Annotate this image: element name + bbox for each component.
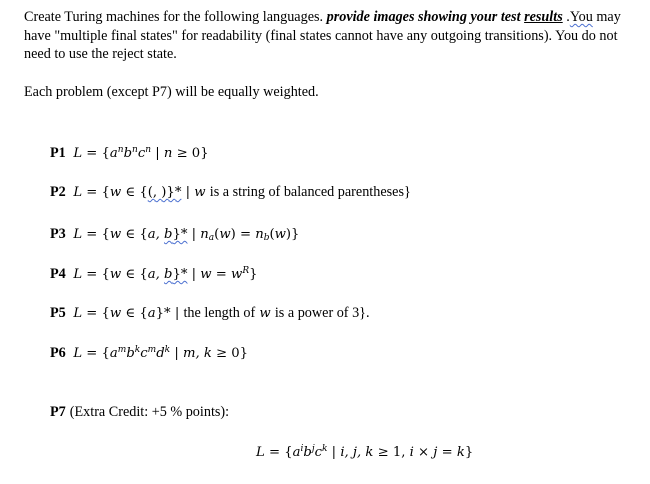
problem-label: P2 <box>50 184 66 200</box>
problem-label: P6 <box>50 345 66 361</box>
instructions-punct: . <box>562 9 570 25</box>
instructions-text-1: Create Turing machines for the following languages. <box>24 9 327 25</box>
instructions-you: You <box>569 9 593 25</box>
instructions-emphasis: provide images showing your test <box>326 9 525 25</box>
problem-text-2: is a power of 3}. <box>274 305 370 321</box>
instructions-paragraph <box>24 8 636 64</box>
p7-language-definition: $L = \{a^ib^jc^k$ | i, j, k ≥ 1, i × j = k} <box>256 444 474 460</box>
problem-label: P1 <box>50 145 66 161</box>
language-definition: L = {w ∈ {a, b}* | $n_a(w) = n_b(w)$} <box>73 227 300 243</box>
results-link[interactable]: results <box>524 9 563 25</box>
weighting-note: Each problem (except P7) will be equally weighted. <box>24 84 319 100</box>
language-definition: L = {w ∈ {(, )}* | w is a string of balanced parentheses} <box>73 184 411 200</box>
problem-text: is a string of balanced parentheses} <box>209 184 411 200</box>
problem-label: P4 <box>50 266 66 282</box>
language-definition: $L = \{a^nb^nc^n$ | n ≥ 0} <box>73 145 209 161</box>
problem-text: the length of <box>183 305 256 321</box>
problem-p6 <box>50 344 248 363</box>
language-definition: $L = \{a^mb^kc^md^k$ | m, k ≥ 0} <box>73 345 249 361</box>
problem-p1 <box>50 144 209 163</box>
problem-p4 <box>50 265 257 284</box>
problem-label: P7 <box>50 404 66 420</box>
language-definition: L = {w ∈ {a, b}* | $w = w^R$} <box>73 266 258 282</box>
problem-p3 <box>50 225 299 244</box>
problem-p2 <box>50 183 411 202</box>
problem-label: P5 <box>50 305 66 321</box>
problem-label: P3 <box>50 226 66 242</box>
instructions-text-2: may have "multiple final states" for readability (final states cannot have any outgoing transitions). You do not need to use the reject state. <box>24 9 621 62</box>
problem-p5 <box>50 304 370 323</box>
problem-p7 <box>50 403 229 421</box>
language-definition: L = {w ∈ {a}* | the length of w is a power of 3}. <box>73 305 370 321</box>
problem-text: (Extra Credit: +5 % points): <box>69 404 230 420</box>
